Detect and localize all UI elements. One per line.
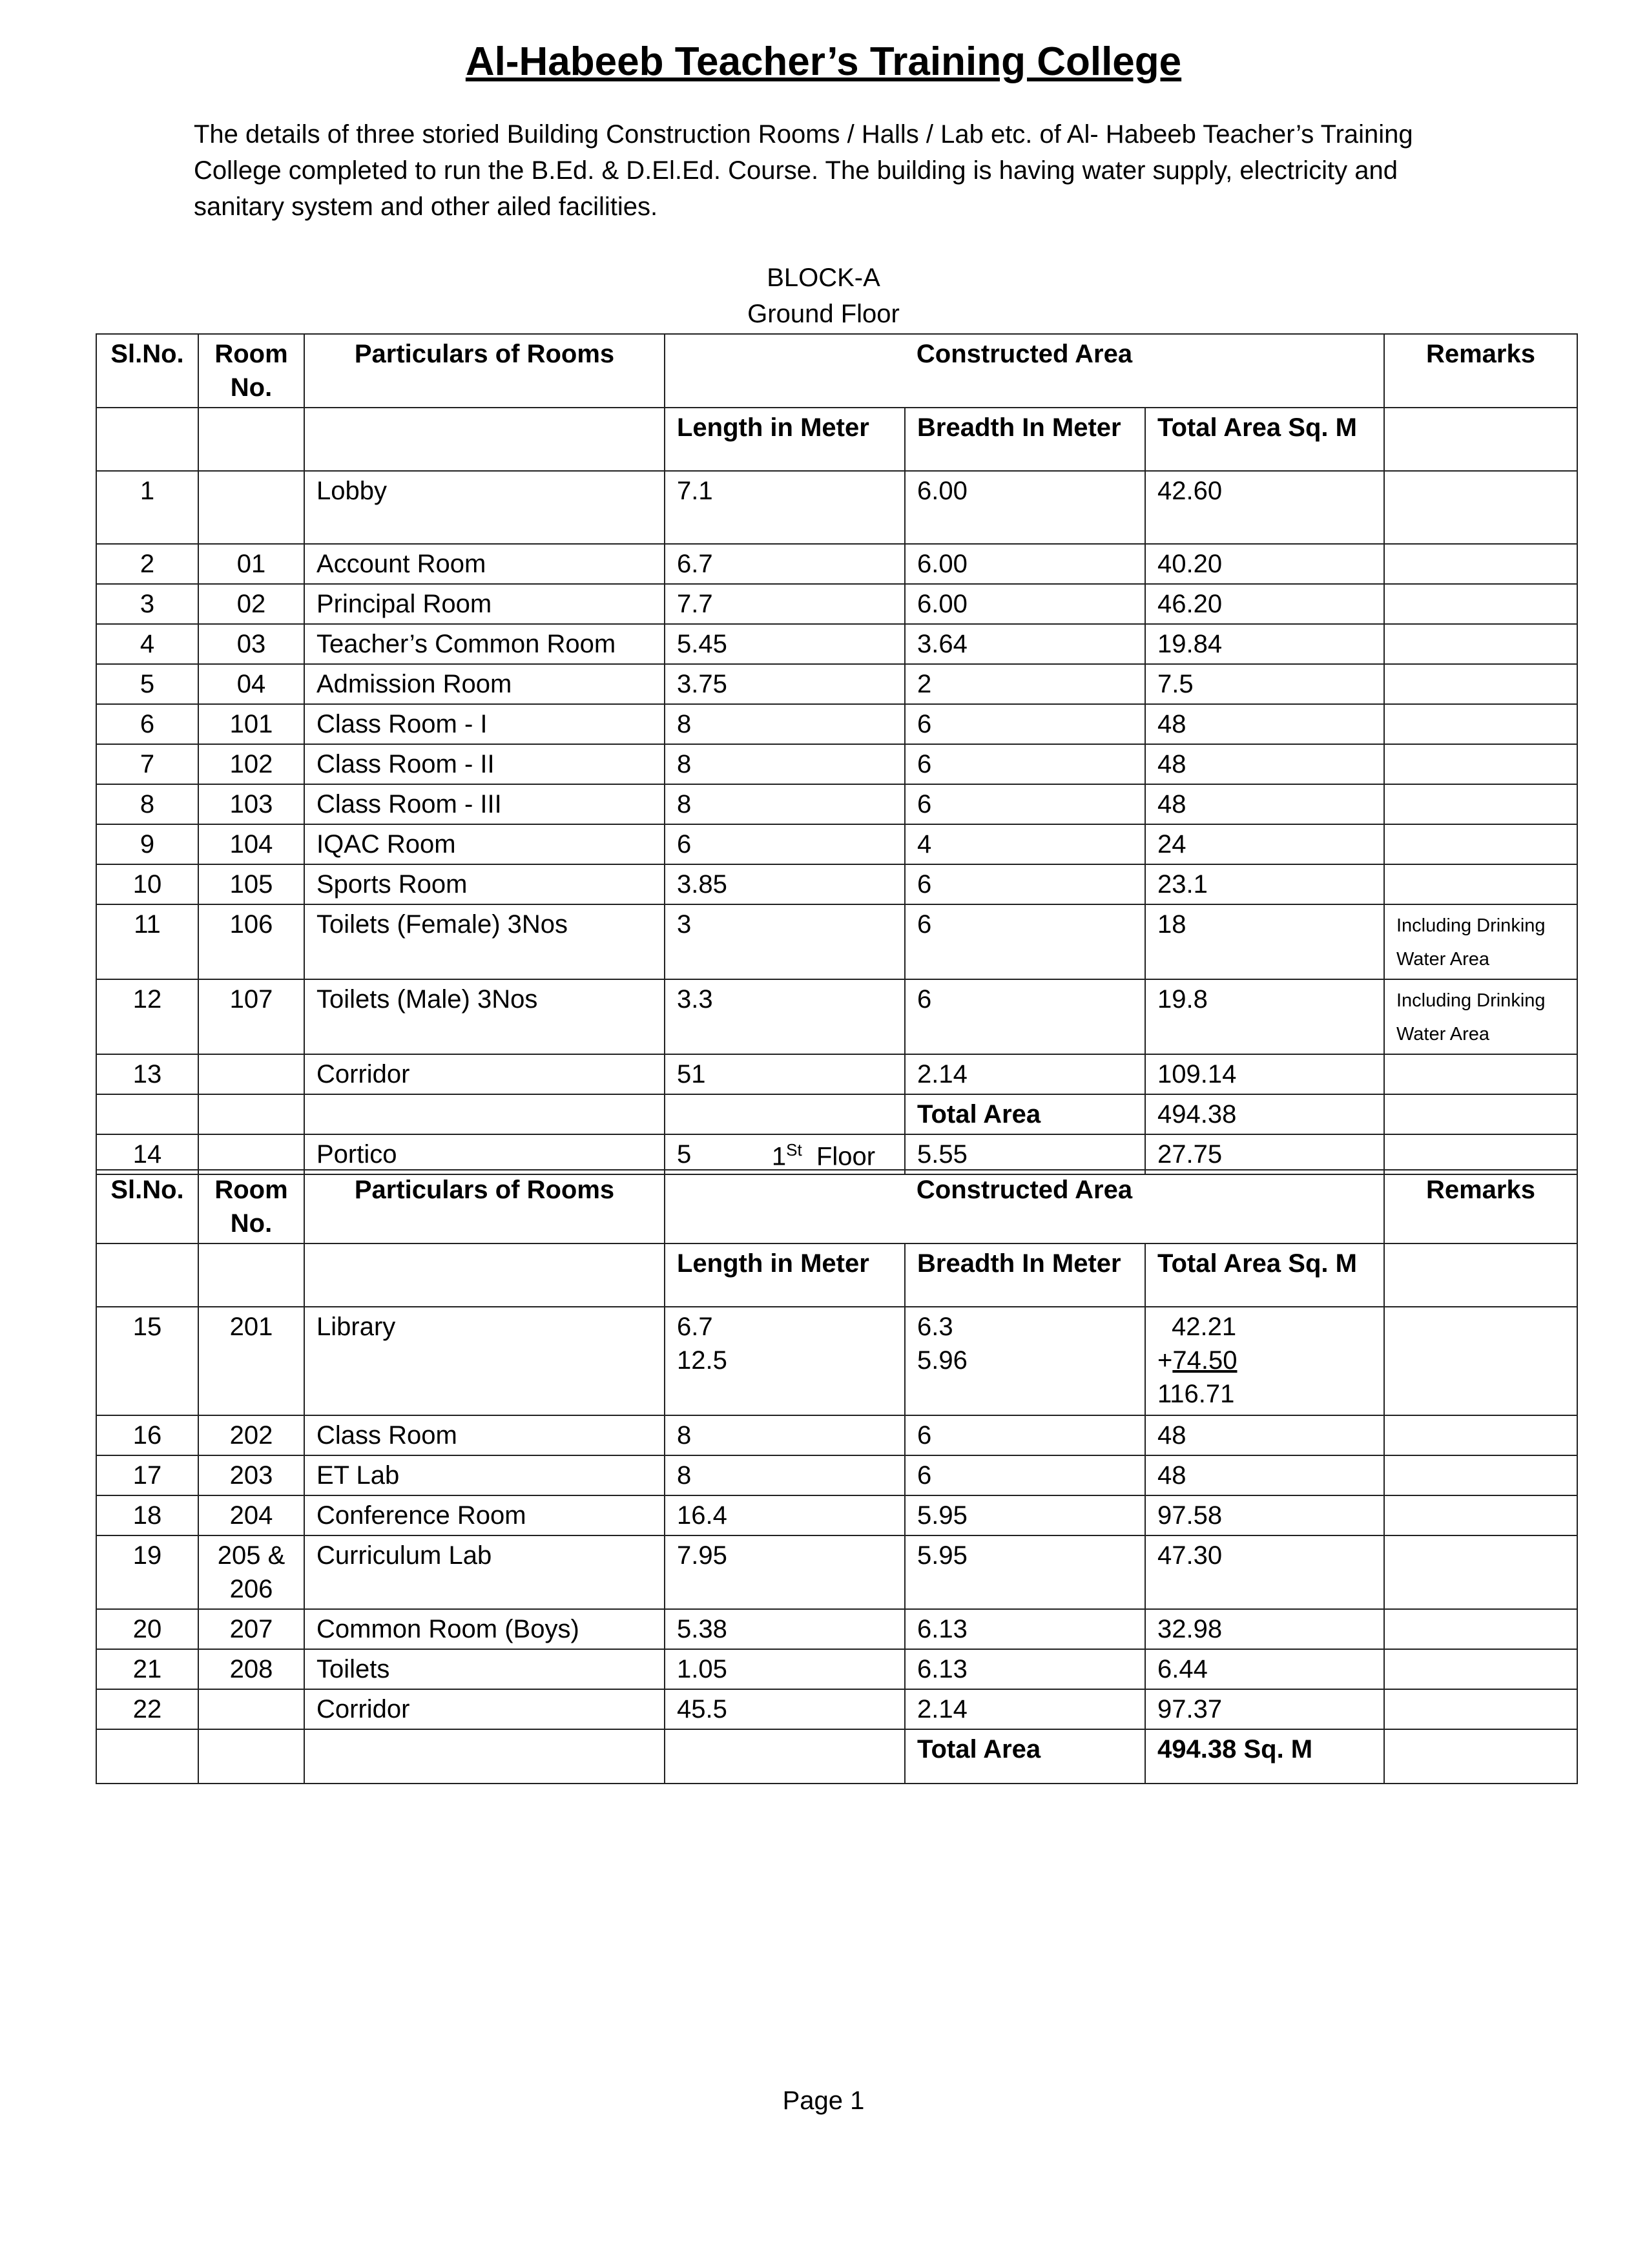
remarks-cell bbox=[1384, 664, 1577, 704]
total-area-cell: 18 bbox=[1145, 904, 1384, 979]
room-name-cell: Toilets (Female) 3Nos bbox=[304, 904, 665, 979]
room-no-cell: 207 bbox=[198, 1609, 304, 1649]
table-row bbox=[96, 744, 1577, 784]
total-area-cell: 42.60 bbox=[1145, 471, 1384, 544]
total-area-cell: 48 bbox=[1145, 1415, 1384, 1455]
breadth-cell bbox=[905, 1307, 1145, 1415]
sl-no-cell: 12 bbox=[96, 979, 198, 1054]
total-area-header: Total Area Sq. M bbox=[1145, 408, 1384, 471]
empty-cell bbox=[304, 1094, 665, 1134]
empty-cell bbox=[96, 1729, 198, 1784]
length-cell: 3 bbox=[665, 904, 905, 979]
room-no-header: Room No. bbox=[198, 334, 304, 408]
table-row bbox=[96, 471, 1577, 544]
total-value: 116.71 bbox=[1157, 1380, 1235, 1408]
length-cell: 7.95 bbox=[665, 1535, 905, 1609]
total-value: 42.21 bbox=[1172, 1313, 1237, 1341]
first-floor-label-suffix: St bbox=[786, 1140, 802, 1160]
table-row bbox=[96, 704, 1577, 744]
room-no-cell: 103 bbox=[198, 784, 304, 824]
length-cell: 16.4 bbox=[665, 1495, 905, 1535]
subheader-row bbox=[96, 408, 1577, 471]
total-area-cell: 47.30 bbox=[1145, 1535, 1384, 1609]
empty-cell bbox=[304, 1243, 665, 1307]
empty-cell bbox=[96, 1094, 198, 1134]
sl-no-cell: 1 bbox=[96, 471, 198, 544]
constructed-area-header: Constructed Area bbox=[665, 1170, 1384, 1243]
length-cell: 45.5 bbox=[665, 1689, 905, 1729]
room-no-cell: 01 bbox=[198, 544, 304, 584]
length-cell: 5.45 bbox=[665, 624, 905, 664]
empty-cell bbox=[304, 1729, 665, 1784]
total-area-cell: 109.14 bbox=[1145, 1054, 1384, 1094]
empty-cell bbox=[198, 1094, 304, 1134]
remarks-cell: Including Drinking Water Area bbox=[1384, 979, 1577, 1054]
room-no-cell bbox=[198, 471, 304, 544]
remarks-cell bbox=[1384, 864, 1577, 904]
breadth-cell: 2.14 bbox=[905, 1689, 1145, 1729]
empty-cell bbox=[96, 408, 198, 471]
empty-cell bbox=[665, 1729, 905, 1784]
remarks-cell bbox=[1384, 744, 1577, 784]
table-row bbox=[96, 624, 1577, 664]
breadth-header: Breadth In Meter bbox=[905, 1243, 1145, 1307]
total-area-cell: 97.37 bbox=[1145, 1689, 1384, 1729]
breadth-cell: 6 bbox=[905, 744, 1145, 784]
empty-cell bbox=[1384, 1094, 1577, 1134]
breadth-cell: 5.55 bbox=[905, 1134, 1145, 1174]
block-label: BLOCK-A bbox=[767, 264, 880, 292]
total-area-label: Total Area bbox=[905, 1094, 1145, 1134]
room-no-cell bbox=[198, 1054, 304, 1094]
breadth-value: 6.3 bbox=[917, 1313, 953, 1341]
sl-no-cell: 8 bbox=[96, 784, 198, 824]
room-name-cell: Principal Room bbox=[304, 584, 665, 624]
particulars-header: Particulars of Rooms bbox=[304, 334, 665, 408]
length-cell: 7.7 bbox=[665, 584, 905, 624]
ground-floor-table bbox=[96, 333, 1578, 1175]
plus-sign: + bbox=[1157, 1346, 1173, 1375]
sl-no-cell: 6 bbox=[96, 704, 198, 744]
length-cell: 8 bbox=[665, 1455, 905, 1495]
first-floor-label-text: Floor bbox=[816, 1142, 876, 1171]
length-cell: 3.85 bbox=[665, 864, 905, 904]
breadth-cell: 6.00 bbox=[905, 584, 1145, 624]
room-name-cell: Conference Room bbox=[304, 1495, 665, 1535]
length-cell: 6.7 bbox=[665, 544, 905, 584]
breadth-cell: 6 bbox=[905, 784, 1145, 824]
room-name-cell: Curriculum Lab bbox=[304, 1535, 665, 1609]
table-row bbox=[96, 1495, 1577, 1535]
room-no-cell: 106 bbox=[198, 904, 304, 979]
remarks-cell bbox=[1384, 1689, 1577, 1729]
room-no-cell: 102 bbox=[198, 744, 304, 784]
remarks-cell bbox=[1384, 704, 1577, 744]
table-row bbox=[96, 864, 1577, 904]
room-name-cell: Common Room (Boys) bbox=[304, 1609, 665, 1649]
length-cell: 8 bbox=[665, 784, 905, 824]
empty-cell bbox=[1384, 1729, 1577, 1784]
header-row bbox=[96, 1170, 1577, 1243]
table-row bbox=[96, 824, 1577, 864]
empty-cell bbox=[1384, 1243, 1577, 1307]
total-area-cell: 27.75 bbox=[1145, 1134, 1384, 1174]
room-name-cell: ET Lab bbox=[304, 1455, 665, 1495]
length-cell bbox=[665, 1307, 905, 1415]
table-row bbox=[96, 1649, 1577, 1689]
table-row bbox=[96, 1609, 1577, 1649]
remarks-cell bbox=[1384, 471, 1577, 544]
breadth-cell: 6 bbox=[905, 704, 1145, 744]
remarks-cell bbox=[1384, 824, 1577, 864]
header-row bbox=[96, 334, 1577, 408]
empty-cell bbox=[665, 1094, 905, 1134]
room-name-cell: Admission Room bbox=[304, 664, 665, 704]
ground-floor-label: Ground Floor bbox=[747, 300, 900, 328]
remarks-cell bbox=[1384, 1054, 1577, 1094]
table-row-library bbox=[96, 1307, 1577, 1415]
sl-no-cell: 5 bbox=[96, 664, 198, 704]
sl-no-cell: 3 bbox=[96, 584, 198, 624]
breadth-cell: 6.00 bbox=[905, 471, 1145, 544]
room-no-cell: 205 & 206 bbox=[198, 1535, 304, 1609]
total-area-cell: 23.1 bbox=[1145, 864, 1384, 904]
length-cell: 51 bbox=[665, 1054, 905, 1094]
subheader-row bbox=[96, 1243, 1577, 1307]
length-cell: 5.38 bbox=[665, 1609, 905, 1649]
room-no-cell: 04 bbox=[198, 664, 304, 704]
length-cell: 1.05 bbox=[665, 1649, 905, 1689]
length-cell: 8 bbox=[665, 744, 905, 784]
room-name-cell: Library bbox=[304, 1307, 665, 1415]
remarks-cell bbox=[1384, 1455, 1577, 1495]
table-row bbox=[96, 1415, 1577, 1455]
total-value: 74.50 bbox=[1172, 1346, 1238, 1375]
total-area-cell: 48 bbox=[1145, 744, 1384, 784]
breadth-cell: 2 bbox=[905, 664, 1145, 704]
length-cell: 7.1 bbox=[665, 471, 905, 544]
sl-no-cell: 18 bbox=[96, 1495, 198, 1535]
room-no-cell: 203 bbox=[198, 1455, 304, 1495]
sl-no-cell: 4 bbox=[96, 624, 198, 664]
sl-no-cell: 10 bbox=[96, 864, 198, 904]
room-name-cell: IQAC Room bbox=[304, 824, 665, 864]
room-no-cell: 202 bbox=[198, 1415, 304, 1455]
empty-cell bbox=[198, 408, 304, 471]
sl-no-cell: 17 bbox=[96, 1455, 198, 1495]
sl-no-header: Sl.No. bbox=[96, 1170, 198, 1243]
remarks-header: Remarks bbox=[1384, 334, 1577, 408]
room-no-cell: 03 bbox=[198, 624, 304, 664]
breadth-cell: 6.13 bbox=[905, 1609, 1145, 1649]
table-row bbox=[96, 784, 1577, 824]
room-name-cell: Portico bbox=[304, 1134, 665, 1174]
breadth-cell: 3.64 bbox=[905, 624, 1145, 664]
sl-no-cell: 22 bbox=[96, 1689, 198, 1729]
room-name-cell: Toilets (Male) 3Nos bbox=[304, 979, 665, 1054]
length-value: 12.5 bbox=[677, 1346, 727, 1375]
sl-no-cell: 19 bbox=[96, 1535, 198, 1609]
room-no-cell: 02 bbox=[198, 584, 304, 624]
length-cell: 3.75 bbox=[665, 664, 905, 704]
breadth-cell: 6 bbox=[905, 1455, 1145, 1495]
empty-cell bbox=[304, 408, 665, 471]
length-value: 6.7 bbox=[677, 1313, 713, 1341]
first-floor-table bbox=[96, 1169, 1578, 1784]
room-name-cell: Corridor bbox=[304, 1054, 665, 1094]
total-area-cell: 24 bbox=[1145, 824, 1384, 864]
room-no-cell: 208 bbox=[198, 1649, 304, 1689]
table-row bbox=[96, 1689, 1577, 1729]
first-floor-label-number: 1 bbox=[771, 1142, 787, 1171]
table-row bbox=[96, 664, 1577, 704]
empty-cell bbox=[198, 1729, 304, 1784]
sl-no-cell: 16 bbox=[96, 1415, 198, 1455]
total-area-cell bbox=[1145, 1307, 1384, 1415]
length-cell: 8 bbox=[665, 704, 905, 744]
remarks-cell bbox=[1384, 1609, 1577, 1649]
length-cell: 5 bbox=[665, 1134, 905, 1174]
empty-cell bbox=[1384, 408, 1577, 471]
remarks-cell: Including Drinking Water Area bbox=[1384, 904, 1577, 979]
table-row bbox=[96, 1455, 1577, 1495]
room-name-cell: Account Room bbox=[304, 544, 665, 584]
remarks-header: Remarks bbox=[1384, 1170, 1577, 1243]
sl-no-cell: 21 bbox=[96, 1649, 198, 1689]
total-area-cell: 40.20 bbox=[1145, 544, 1384, 584]
total-area-cell: 97.58 bbox=[1145, 1495, 1384, 1535]
room-name-cell: Lobby bbox=[304, 471, 665, 544]
sl-no-cell: 15 bbox=[96, 1307, 198, 1415]
sl-no-cell: 13 bbox=[96, 1054, 198, 1094]
room-no-cell: 107 bbox=[198, 979, 304, 1054]
remarks-cell bbox=[1384, 624, 1577, 664]
table-row bbox=[96, 1535, 1577, 1609]
room-no-cell bbox=[198, 1689, 304, 1729]
breadth-cell: 6.00 bbox=[905, 544, 1145, 584]
total-area-value: 494.38 bbox=[1145, 1094, 1384, 1134]
total-row bbox=[96, 1729, 1577, 1784]
sl-no-cell: 9 bbox=[96, 824, 198, 864]
remarks-cell bbox=[1384, 784, 1577, 824]
room-name-cell: Class Room - I bbox=[304, 704, 665, 744]
total-area-cell: 32.98 bbox=[1145, 1609, 1384, 1649]
room-no-cell: 105 bbox=[198, 864, 304, 904]
remarks-cell bbox=[1384, 1307, 1577, 1415]
breadth-cell: 6 bbox=[905, 904, 1145, 979]
room-name-cell: Teacher’s Common Room bbox=[304, 624, 665, 664]
room-name-cell: Sports Room bbox=[304, 864, 665, 904]
empty-cell bbox=[96, 1243, 198, 1307]
room-no-header: Room No. bbox=[198, 1170, 304, 1243]
length-header: Length in Meter bbox=[665, 1243, 905, 1307]
breadth-cell: 5.95 bbox=[905, 1495, 1145, 1535]
length-cell: 6 bbox=[665, 824, 905, 864]
remarks-cell bbox=[1384, 544, 1577, 584]
total-area-cell: 7.5 bbox=[1145, 664, 1384, 704]
total-area-cell: 46.20 bbox=[1145, 584, 1384, 624]
room-name-cell: Class Room bbox=[304, 1415, 665, 1455]
sl-no-cell: 2 bbox=[96, 544, 198, 584]
table-row bbox=[96, 904, 1577, 979]
sl-no-header: Sl.No. bbox=[96, 334, 198, 408]
room-name-cell: Toilets bbox=[304, 1649, 665, 1689]
table-row bbox=[96, 1054, 1577, 1094]
intro-paragraph: The details of three storied Building Construction Rooms / Halls / Lab etc. of Al- Habeeb Teacher’s Training College completed to run the B.Ed. & D.El.Ed. Course. The building is having water supply, electricity and sanitary system and other ailed facilities. bbox=[194, 120, 1413, 221]
breadth-cell: 6 bbox=[905, 1415, 1145, 1455]
total-area-label: Total Area bbox=[905, 1729, 1145, 1784]
room-no-cell: 104 bbox=[198, 824, 304, 864]
room-no-cell: 204 bbox=[198, 1495, 304, 1535]
sl-no-cell: 7 bbox=[96, 744, 198, 784]
remarks-cell bbox=[1384, 1415, 1577, 1455]
empty-cell bbox=[198, 1243, 304, 1307]
breadth-cell: 6 bbox=[905, 979, 1145, 1054]
breadth-header: Breadth In Meter bbox=[905, 408, 1145, 471]
room-name-cell: Class Room - II bbox=[304, 744, 665, 784]
remarks-cell bbox=[1384, 1495, 1577, 1535]
sl-no-cell: 11 bbox=[96, 904, 198, 979]
total-area-cell: 48 bbox=[1145, 784, 1384, 824]
table-row bbox=[96, 979, 1577, 1054]
total-area-cell: 19.84 bbox=[1145, 624, 1384, 664]
room-name-cell: Corridor bbox=[304, 1689, 665, 1729]
table-row bbox=[96, 584, 1577, 624]
total-area-cell: 48 bbox=[1145, 704, 1384, 744]
sl-no-cell: 14 bbox=[96, 1134, 198, 1174]
remarks-cell bbox=[1384, 1649, 1577, 1689]
breadth-cell: 2.14 bbox=[905, 1054, 1145, 1094]
page-number: Page 1 bbox=[782, 2086, 865, 2115]
breadth-cell: 5.95 bbox=[905, 1535, 1145, 1609]
total-area-value: 494.38 Sq. M bbox=[1145, 1729, 1384, 1784]
total-area-cell: 19.8 bbox=[1145, 979, 1384, 1054]
length-header: Length in Meter bbox=[665, 408, 905, 471]
remarks-cell bbox=[1384, 584, 1577, 624]
length-cell: 3.3 bbox=[665, 979, 905, 1054]
total-area-cell: 48 bbox=[1145, 1455, 1384, 1495]
total-area-header: Total Area Sq. M bbox=[1145, 1243, 1384, 1307]
breadth-cell: 4 bbox=[905, 824, 1145, 864]
room-no-cell: 101 bbox=[198, 704, 304, 744]
breadth-cell: 6 bbox=[905, 864, 1145, 904]
breadth-value: 5.96 bbox=[917, 1346, 968, 1375]
constructed-area-header: Constructed Area bbox=[665, 334, 1384, 408]
breadth-cell: 6.13 bbox=[905, 1649, 1145, 1689]
total-value-sum bbox=[1157, 1344, 1372, 1377]
sl-no-cell: 20 bbox=[96, 1609, 198, 1649]
room-name-cell: Class Room - III bbox=[304, 784, 665, 824]
total-area-cell: 6.44 bbox=[1145, 1649, 1384, 1689]
remarks-cell bbox=[1384, 1535, 1577, 1609]
length-cell: 8 bbox=[665, 1415, 905, 1455]
particulars-header: Particulars of Rooms bbox=[304, 1170, 665, 1243]
document-title: Al-Habeeb Teacher’s Training College bbox=[465, 39, 1182, 84]
table-row bbox=[96, 544, 1577, 584]
room-no-cell: 201 bbox=[198, 1307, 304, 1415]
total-row bbox=[96, 1094, 1577, 1134]
first-floor-label bbox=[0, 1132, 1647, 1174]
